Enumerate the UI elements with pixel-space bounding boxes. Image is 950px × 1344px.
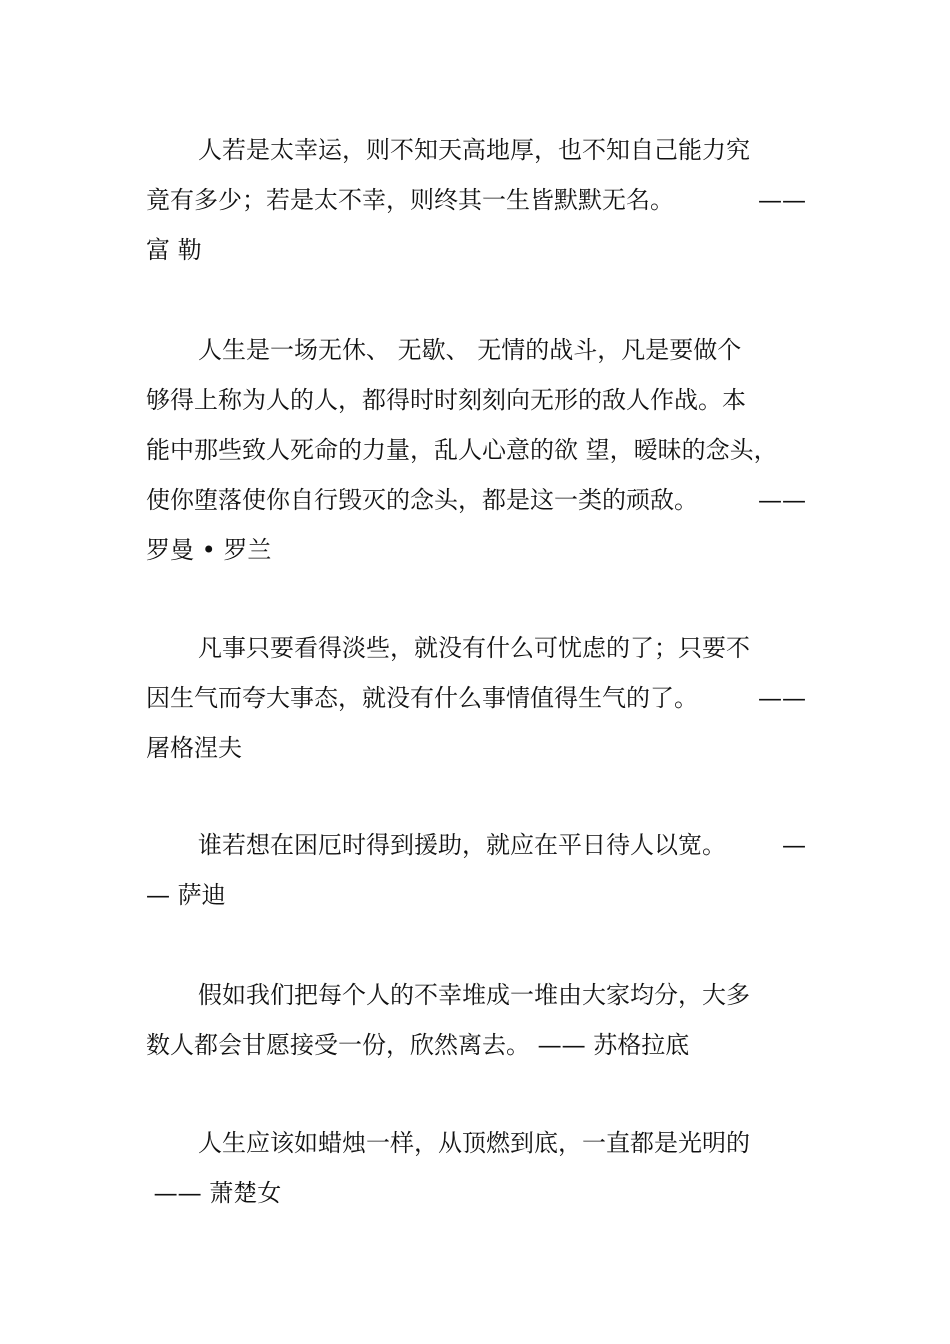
quote-text: 竟有多少；若是太不幸，则终其一生皆默默无名。 [146, 186, 674, 214]
quote-turgenev [146, 623, 806, 773]
quote-author: 富 勒 [146, 236, 202, 264]
quote-line [146, 673, 806, 723]
quote-saadi [146, 820, 806, 920]
quote-xiao-chunu [146, 1118, 806, 1218]
quote-romain-rolland [146, 325, 806, 575]
quote-author: — 萨迪 [146, 881, 226, 909]
quote-line: 数人都会甘愿接受一份，欣然离去。 —— 苏格拉底 [146, 1031, 690, 1059]
quote-line: 凡事只要看得淡些，就没有什么可忧虑的了；只要不 [198, 634, 750, 662]
quote-dash: —— [758, 186, 806, 214]
quote-dash: — [782, 831, 806, 859]
quote-line [146, 820, 806, 870]
quote-text: 使你堕落使你自行毁灭的念头，都是这一类的顽敌。 [146, 486, 698, 514]
quote-text: 谁若想在困厄时得到援助，就应在平日待人以宽。 [198, 831, 726, 859]
quote-line [146, 175, 806, 225]
quote-line: 能中那些致人死命的力量，乱人心意的欲 望，暧昧的念头， [146, 436, 778, 464]
quote-line: 人若是太幸运，则不知天高地厚，也不知自己能力究 [198, 136, 750, 164]
quote-author: 罗曼 • 罗兰 [146, 536, 272, 564]
quote-socrates [146, 970, 806, 1070]
quote-line: 人生应该如蜡烛一样，从顶燃到底，一直都是光明的 [198, 1129, 750, 1157]
quote-author: 屠格涅夫 [146, 734, 242, 762]
quote-dash: —— [758, 486, 806, 514]
quote-line: 人生是一场无休、 无歇、 无情的战斗，凡是要做个 [198, 336, 742, 364]
quote-fuller [146, 125, 806, 275]
quote-line: 假如我们把每个人的不幸堆成一堆由大家均分，大多 [198, 981, 750, 1009]
quote-text: 因生气而夸大事态，就没有什么事情值得生气的了。 [146, 684, 698, 712]
quote-line: —— 萧楚女 [146, 1179, 282, 1207]
quote-line [146, 475, 806, 525]
quote-dash: —— [758, 684, 806, 712]
quote-line: 够得上称为人的人，都得时时刻刻向无形的敌人作战。本 [146, 386, 746, 414]
